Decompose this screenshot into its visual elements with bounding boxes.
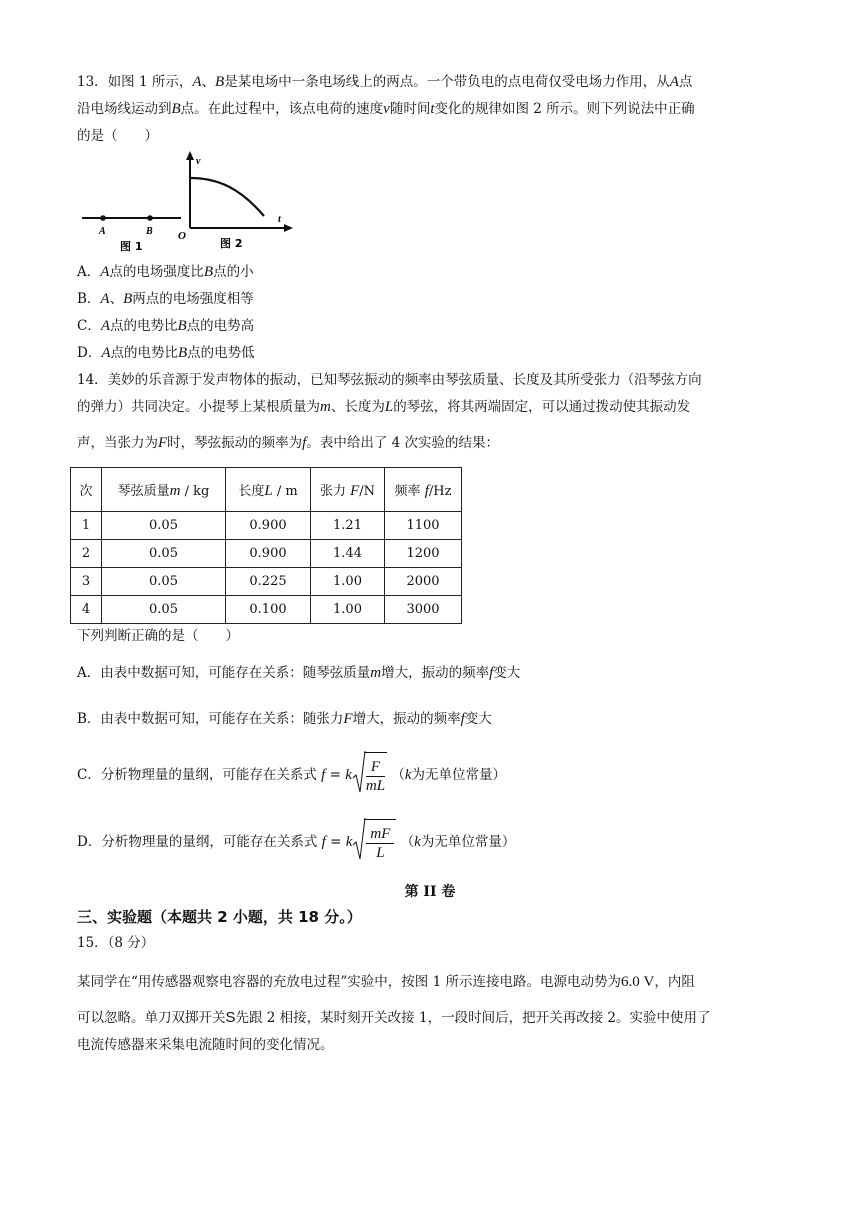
table-cell: 1100 bbox=[385, 512, 462, 540]
table-cell: 0.900 bbox=[226, 540, 311, 568]
q13-figures bbox=[78, 150, 298, 256]
header-tension: 张力 F/N bbox=[311, 468, 385, 512]
table-cell: 2000 bbox=[385, 568, 462, 596]
table-cell: 1200 bbox=[385, 540, 462, 568]
header-mass: 琴弦质量m / kg bbox=[102, 468, 226, 512]
q13-option-a: A．A点的电场强度比B点的小 bbox=[77, 264, 254, 280]
table-cell: 1.44 bbox=[311, 540, 385, 568]
q15-line-2: 可以忽略。单刀双掷开关S先跟 2 相接，某时刻开关改接 1，一段时间后，把开关再改接 2。实验中使用了 bbox=[77, 1009, 711, 1026]
table-cell: 1 bbox=[71, 512, 102, 540]
table-cell: 1.00 bbox=[311, 596, 385, 624]
figure-2-vt-graph bbox=[178, 151, 293, 250]
q13-line-2: 沿电场线运动到B点。在此过程中，该点电荷的速度v随时间t变化的规律如图 2 所示。则下列说法中正确 bbox=[77, 101, 695, 117]
sqrt-formula-d: $\frac{mF}{L}$ bbox=[352, 819, 396, 866]
q13-line-1: 13．如图 1 所示，A、B是某电场中一条电场线上的两点。一个带负电的点电荷仅受电场力作用，从A点 bbox=[77, 74, 693, 90]
q13-option-b: B．A、B两点的电场强度相等 bbox=[77, 291, 254, 307]
q14-option-a: A．由表中数据可知，可能存在关系：随琴弦质量m增大，振动的频率f变大 bbox=[77, 665, 521, 681]
sqrt-formula-c: $\frac{F}{mL}$ bbox=[352, 752, 387, 799]
table-cell: 1.21 bbox=[311, 512, 385, 540]
table-cell: 1.00 bbox=[311, 568, 385, 596]
t-axis-label: t bbox=[278, 214, 281, 225]
header-frequency: 频率 f/Hz bbox=[385, 468, 462, 512]
q14-option-c: C．分析物理量的量纲，可能存在关系式 f = k $\frac{F}{mL}$ （k为无单位常量） bbox=[77, 752, 506, 798]
table-cell: 0.225 bbox=[226, 568, 311, 596]
q14-option-b: B．由表中数据可知，可能存在关系：随张力F增大，振动的频率f变大 bbox=[77, 711, 492, 727]
figure-1-field-line bbox=[82, 215, 181, 253]
table-header-row bbox=[71, 468, 462, 512]
section-three-heading: 三、实验题（本题共 2 小题，共 18 分。） bbox=[77, 908, 362, 926]
table-row bbox=[71, 540, 462, 568]
header-length: 长度L / m bbox=[226, 468, 311, 512]
q14-line-1: 14．美妙的乐音源于发声物体的振动，已知琴弦振动的频率由琴弦质量、长度及其所受张力（沿琴弦方向 bbox=[77, 372, 702, 388]
table-cell: 0.05 bbox=[102, 512, 226, 540]
figure-2-label: 图 2 bbox=[220, 237, 243, 250]
origin-label: O bbox=[178, 230, 186, 242]
q15-line-1: 某同学在“用传感器观察电容器的充放电过程”实验中，按图 1 所示连接电路。电源电动势为6.0 V，内阻 bbox=[77, 974, 695, 990]
q14-judge-prompt: 下列判断正确的是（ ） bbox=[77, 628, 239, 644]
table-cell: 2 bbox=[71, 540, 102, 568]
q14-option-d: D．分析物理量的量纲，可能存在关系式 f = k $\frac{mF}{L}$ （k为无单位常量） bbox=[77, 819, 515, 865]
table-cell: 0.100 bbox=[226, 596, 311, 624]
table-row bbox=[71, 512, 462, 540]
point-b-label: B bbox=[146, 226, 153, 237]
q13-line-3: 的是（ ） bbox=[77, 128, 158, 144]
point-a-label: A bbox=[99, 226, 106, 237]
table-row bbox=[71, 596, 462, 624]
q15-line-3: 电流传感器来采集电流随时间的变化情况。 bbox=[77, 1037, 334, 1053]
q13-option-c: C．A点的电势比B点的电势高 bbox=[77, 318, 255, 334]
v-axis-label: v bbox=[196, 156, 201, 167]
table-cell: 3 bbox=[71, 568, 102, 596]
table-cell: 0.05 bbox=[102, 596, 226, 624]
table-row bbox=[71, 568, 462, 596]
table-cell: 0.900 bbox=[226, 512, 311, 540]
header-trial: 次 bbox=[71, 468, 102, 512]
experiment-table bbox=[70, 467, 462, 624]
q14-line-2: 的弹力）共同决定。小提琴上某根质量为m、长度为L的琴弦，将其两端固定，可以通过拨动使其振动发 bbox=[77, 399, 691, 415]
q15-heading: 15．（8 分） bbox=[77, 935, 155, 951]
figure-1-label: 图 1 bbox=[120, 240, 143, 253]
table-cell: 3000 bbox=[385, 596, 462, 624]
q13-option-d: D．A点的电势比B点的电势低 bbox=[77, 345, 255, 361]
q14-line-3: 声，当张力为F时，琴弦振动的频率为f。表中给出了 4 次实验的结果： bbox=[77, 435, 500, 451]
part-two-title: 第 II 卷 bbox=[404, 884, 456, 900]
table-cell: 0.05 bbox=[102, 568, 226, 596]
table-cell: 0.05 bbox=[102, 540, 226, 568]
table-cell: 4 bbox=[71, 596, 102, 624]
